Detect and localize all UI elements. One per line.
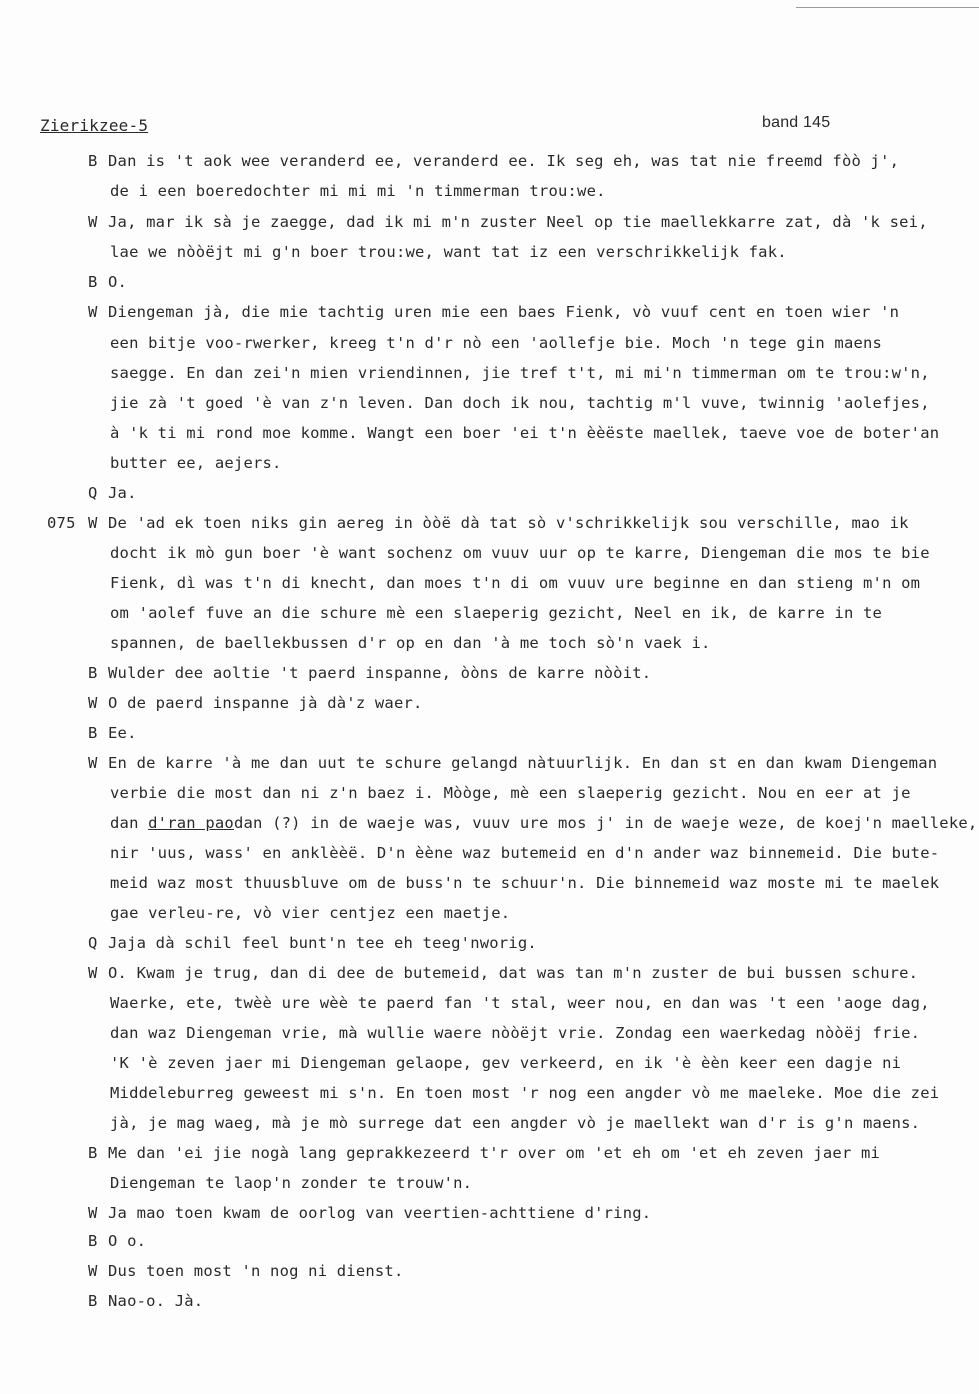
- speaker-label: B: [88, 1144, 98, 1162]
- line-text: verbie die most dan ni z'n baez i. Mòòge, mè een slaeperig gezicht. Nou en eer at je: [110, 784, 911, 802]
- line-text: Diengeman jà, die mie tachtig uren mie een baes Fienk, vò vuuf cent en toen wier 'n: [108, 303, 900, 321]
- line-text: O o.: [108, 1232, 147, 1250]
- line-text: Wulder dee aoltie 't paerd inspanne, òòns de karre nòòit.: [108, 664, 652, 682]
- line-text: Diengeman te laop'n zonder te trouw'n.: [110, 1174, 473, 1192]
- speaker-label: W: [88, 694, 98, 712]
- line-text: spannen, de baellekbussen d'r op en dan 'à me toch sò'n vaek i.: [110, 634, 711, 652]
- line-text: Ja.: [108, 484, 137, 502]
- speaker-label: W: [88, 303, 98, 321]
- speaker-label: B: [88, 273, 98, 291]
- tape-label: band 145: [762, 114, 831, 131]
- line-text: jie zà 't goed 'è van z'n leven. Dan doch ik nou, tachtig m'l vuve, twinnig 'aolefjes,: [110, 394, 930, 412]
- speaker-label: B: [88, 1292, 98, 1310]
- line-text: om 'aolef fuve an die schure mè een slaeperig gezicht, Neel en ik, de karre in te: [110, 604, 883, 622]
- speaker-label: W: [88, 213, 98, 231]
- speaker-label: B: [88, 1232, 98, 1250]
- line-text: Jaja dà schil feel bunt'n tee eh teeg'nworig.: [108, 934, 537, 952]
- line-text: Waerke, ete, twèè ure wèè te paerd fan 't stal, weer nou, en dan was 't een 'aoge dag,: [110, 994, 930, 1012]
- speaker-label: B: [88, 152, 98, 170]
- line-text: dan waz Diengeman vrie, mà wullie waere nòòëjt vrie. Zondag een waerkedag nòòëj frie.: [110, 1024, 921, 1042]
- line-text: Ee.: [108, 724, 137, 742]
- line-text: O.: [108, 273, 128, 291]
- line-text: De 'ad ek toen niks gin aereg in òòë dà tat sò v'schrikkelijk sou verschille, mao ik: [108, 514, 909, 532]
- line-text: docht ik mò gun boer 'è want sochenz om vuuv uur op te karre, Diengeman die mos te bie: [110, 544, 930, 562]
- line-text: Middeleburreg geweest mi s'n. En toen most 'r nog een angder vò me maeleke. Moe die zei: [110, 1084, 940, 1102]
- line-text: Ja, mar ik sà je zaegge, dad ik mi m'n zuster Neel op tie maellekkarre zat, dà 'k sei,: [108, 213, 928, 231]
- line-text: Me dan 'ei jie nogà lang geprakkezeerd t'r over om 'et eh om 'et eh zeven jaer mi: [108, 1144, 881, 1162]
- line-text: nir 'uus, wass' en anklèèë. D'n èène waz butemeid en d'n ander waz binnemeid. Die bute-: [110, 844, 940, 862]
- underlined-word: d'ran pao: [148, 814, 234, 832]
- line-text: gae verleu-re, vò vier centjez een maetje.: [110, 904, 511, 922]
- speaker-label: B: [88, 724, 98, 742]
- speaker-label: Q: [88, 934, 98, 952]
- speaker-label: W: [88, 1262, 98, 1280]
- line-text: butter ee, aejers.: [110, 454, 282, 472]
- line-text: En de karre 'à me dan uut te schure gelangd nàtuurlijk. En dan st en dan kwam Diengeman: [108, 754, 938, 772]
- speaker-label: Q: [88, 484, 98, 502]
- line-text: dan d'ran paodan (?) in de waeje was, vuuv ure mos j' in de waeje weze, de koej'n maelleke,: [110, 814, 978, 832]
- counter-number: 075: [47, 514, 76, 532]
- speaker-label: W: [88, 754, 98, 772]
- line-text: saegge. En dan zei'n mien vriendinnen, jie tref t't, mi mi'n timmerman om te trou:w'n,: [110, 364, 930, 382]
- line-text: O. Kwam je trug, dan di dee de butemeid, dat was tan m'n zuster de bui bussen schure.: [108, 964, 919, 982]
- speaker-label: W: [88, 964, 98, 982]
- speaker-label: B: [88, 664, 98, 682]
- speaker-label: W: [88, 514, 98, 532]
- speaker-label: W: [88, 1204, 98, 1222]
- line-text: O de paerd inspanne jà dà'z waer.: [108, 694, 423, 712]
- line-text: lae we nòòëjt mi g'n boer trou:we, want tat iz een verschrikkelijk fak.: [110, 243, 787, 261]
- line-text: jà, je mag waeg, mà je mò surrege dat een angder vò je maellekt wan d'r is g'n maens.: [110, 1114, 921, 1132]
- line-text: de i een boeredochter mi mi mi 'n timmerman trou:we.: [110, 182, 606, 200]
- top-rule: [796, 7, 979, 8]
- line-text: à 'k ti mi rond moe komme. Wangt een boer 'ei t'n èèëste maellek, taeve voe de boter'an: [110, 424, 940, 442]
- line-text-rest: dan (?) in de waeje was, vuuv ure mos j' in de waeje weze, de koej'n maelleke,: [233, 814, 978, 832]
- line-text: Fienk, dì was t'n di knecht, dan moes t'n di om vuuv ure beginne en dan stieng m'n om: [110, 574, 921, 592]
- line-text: een bitje voo-rwerker, kreeg t'n d'r nò een 'aollefje bie. Moch 'n tege gin maens: [110, 334, 883, 352]
- line-text: Dan is 't aok wee veranderd ee, veranderd ee. Ik seg eh, was tat nie freemd fòò j',: [108, 152, 900, 170]
- line-text: Nao-o. Jà.: [108, 1292, 204, 1310]
- line-text: Dus toen most 'n nog ni dienst.: [108, 1262, 404, 1280]
- document-title: Zierikzee-5: [40, 116, 149, 135]
- line-text: Ja mao toen kwam de oorlog van veertien-achttiene d'ring.: [108, 1204, 652, 1222]
- line-text: meid waz most thuusbluve om de buss'n te schuur'n. Die binnemeid waz moste mi te maelek: [110, 874, 940, 892]
- line-text: 'K 'è zeven jaer mi Diengeman gelaope, gev verkeerd, en ik 'è èèn keer een dagje ni: [110, 1054, 902, 1072]
